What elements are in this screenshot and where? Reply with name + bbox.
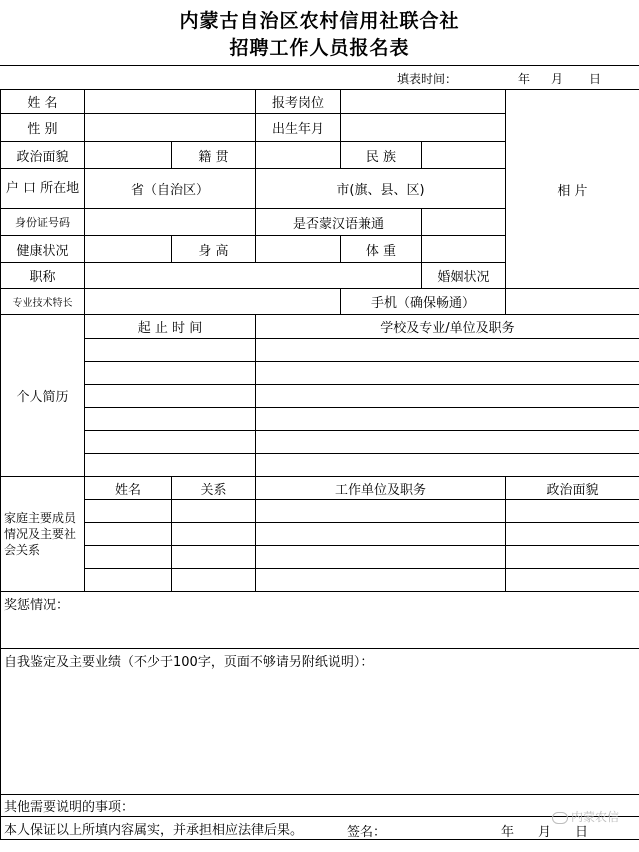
fill-date-label: 填表时间：	[397, 72, 458, 86]
registration-form-table	[0, 89, 639, 840]
family-work-cell[interactable]	[256, 500, 506, 523]
family-relation-cell[interactable]	[172, 569, 256, 592]
phone-field[interactable]	[506, 289, 639, 315]
native-label: 籍 贯	[172, 142, 256, 169]
resume-school-header: 学校及专业/单位及职务	[256, 315, 639, 339]
sign-month: 月	[538, 825, 552, 840]
watermark	[552, 808, 619, 825]
pledge-text: 本人保证以上所填内容属实，并承担相应法律后果。	[4, 822, 304, 838]
position-field[interactable]	[341, 90, 506, 114]
height-field[interactable]	[256, 236, 341, 263]
birth-label: 出生年月	[256, 114, 341, 142]
weight-field[interactable]	[422, 236, 506, 263]
resume-period-cell[interactable]	[85, 362, 256, 385]
resume-period-header: 起 止 时 间	[85, 315, 256, 339]
resume-period-cell[interactable]	[85, 454, 256, 477]
family-work-cell[interactable]	[256, 569, 506, 592]
city-label: 市(旗、县、区)	[336, 183, 425, 198]
specialty-label: 专业技术特长	[1, 289, 85, 315]
province-field[interactable]	[85, 169, 256, 209]
self-assessment-label: 自我鉴定及主要业绩（不少于100字，页面不够请另附纸说明）：	[4, 655, 374, 670]
resume-school-cell[interactable]	[256, 454, 639, 477]
photo-box[interactable]	[506, 90, 639, 289]
family-politics-cell[interactable]	[506, 569, 639, 592]
resume-school-cell[interactable]	[256, 431, 639, 454]
name-label: 姓 名	[1, 90, 85, 114]
form-subtitle: 招聘工作人员报名表	[229, 37, 410, 59]
resume-period-cell[interactable]	[85, 385, 256, 408]
watermark-text: 内蒙农信	[570, 810, 619, 824]
family-politics-cell[interactable]	[506, 500, 639, 523]
specialty-field[interactable]	[85, 289, 341, 315]
family-work-header: 工作单位及职务	[256, 477, 506, 500]
family-relation-cell[interactable]	[172, 546, 256, 569]
other-notes-section[interactable]	[1, 795, 639, 817]
family-politics-cell[interactable]	[506, 546, 639, 569]
family-politics-header: 政治面貌	[506, 477, 639, 500]
politics-field[interactable]	[85, 142, 172, 169]
family-relation-cell[interactable]	[172, 523, 256, 546]
awards-label: 奖惩情况：	[4, 598, 70, 613]
family-name-cell[interactable]	[85, 546, 172, 569]
family-work-cell[interactable]	[256, 523, 506, 546]
family-work-cell[interactable]	[256, 546, 506, 569]
sign-day: 日	[575, 825, 589, 840]
bilingual-field[interactable]	[422, 209, 506, 236]
resume-school-cell[interactable]	[256, 408, 639, 431]
id-number-label: 身份证号码	[1, 209, 85, 236]
family-name-cell[interactable]	[85, 569, 172, 592]
family-politics-cell[interactable]	[506, 523, 639, 546]
resume-school-cell[interactable]	[256, 385, 639, 408]
health-label: 健康状况	[1, 236, 85, 263]
city-field[interactable]	[256, 169, 506, 209]
family-relation-cell[interactable]	[172, 500, 256, 523]
fill-date-month: 月	[551, 72, 564, 86]
hukou-label: 户 口 所在地	[1, 169, 85, 209]
health-field[interactable]	[85, 236, 172, 263]
native-field[interactable]	[256, 142, 341, 169]
weight-label: 体 重	[341, 236, 422, 263]
family-relation-header: 关系	[172, 477, 256, 500]
fill-date-day: 日	[589, 72, 602, 86]
other-notes-label: 其他需要说明的事项：	[4, 800, 135, 815]
ethnic-field[interactable]	[422, 142, 506, 169]
resume-label: 个人简历	[1, 315, 85, 477]
family-label: 家庭主要成员情况及主要社会关系	[1, 477, 85, 592]
politics-label: 政治面貌	[1, 142, 85, 169]
self-assessment-section[interactable]	[1, 649, 639, 795]
resume-period-cell[interactable]	[85, 339, 256, 362]
name-field[interactable]	[85, 90, 256, 114]
height-label: 身 高	[172, 236, 256, 263]
fill-date-row	[0, 65, 639, 90]
gender-label: 性 别	[1, 114, 85, 142]
birth-field[interactable]	[341, 114, 506, 142]
form-title: 内蒙古自治区农村信用社联合社	[179, 10, 460, 32]
marriage-label: 婚姻状况	[422, 263, 506, 289]
family-name-cell[interactable]	[85, 500, 172, 523]
pledge-row	[1, 817, 639, 840]
id-number-field[interactable]	[85, 209, 256, 236]
family-name-header: 姓名	[85, 477, 172, 500]
phone-label: 手机（确保畅通）	[341, 289, 506, 315]
resume-period-cell[interactable]	[85, 408, 256, 431]
sign-year: 年	[501, 825, 515, 840]
province-label: 省（自治区）	[130, 183, 209, 198]
resume-school-cell[interactable]	[256, 362, 639, 385]
fill-date-year: 年	[518, 72, 531, 86]
title-field[interactable]	[85, 263, 422, 289]
family-name-cell[interactable]	[85, 523, 172, 546]
wechat-icon	[552, 812, 568, 824]
bilingual-label: 是否蒙汉语兼通	[256, 209, 422, 236]
resume-school-cell[interactable]	[256, 339, 639, 362]
sign-label: 签名：	[347, 825, 387, 840]
photo-label: 相 片	[557, 183, 588, 199]
title-label: 职称	[1, 263, 85, 289]
gender-field[interactable]	[85, 114, 256, 142]
awards-section[interactable]	[1, 592, 639, 649]
position-label: 报考岗位	[256, 90, 341, 114]
resume-period-cell[interactable]	[85, 431, 256, 454]
ethnic-label: 民 族	[341, 142, 422, 169]
